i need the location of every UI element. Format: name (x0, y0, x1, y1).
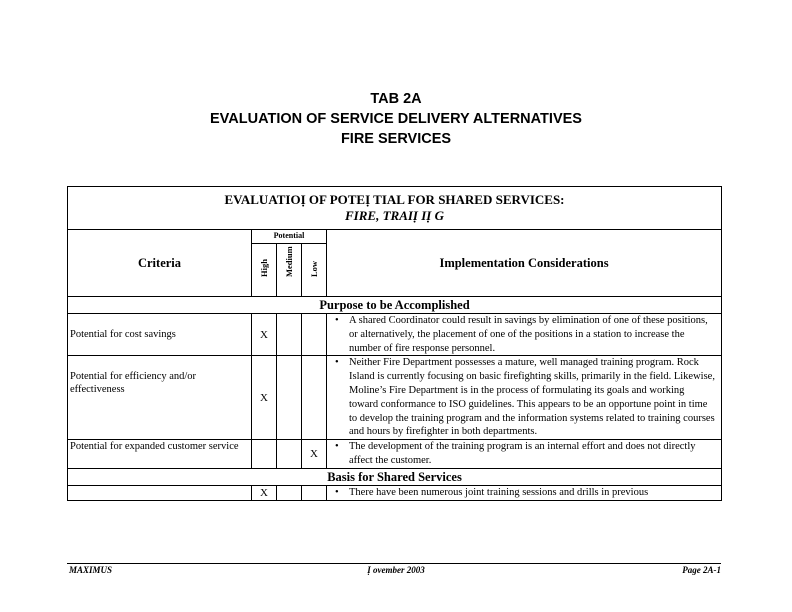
potential-low-label: Low (309, 260, 319, 277)
title-line-1: TAB 2A (370, 91, 422, 107)
high-mark: X (252, 314, 277, 356)
footer-center: Ị ovember 2003 (367, 565, 425, 575)
medium-mark (277, 440, 302, 469)
low-mark (302, 485, 327, 500)
high-mark: X (252, 485, 277, 500)
consideration-bullet: • The development of the training program is an internal effort and does not directly affect the customer. (349, 440, 715, 468)
low-mark: X (302, 440, 327, 469)
table-heading-line: EVALUATIOỊ OF POTEỊ TIAL FOR SHARED SERVICES: (224, 192, 565, 207)
criterion-cell: Potential for efficiency and/or effectiveness (68, 356, 252, 440)
table-row (68, 314, 722, 356)
criterion-cell: Potential for expanded customer service (68, 440, 252, 469)
potential-high-label: High (259, 259, 269, 277)
page-title (0, 89, 792, 149)
criteria-header: Criteria (68, 230, 252, 297)
potential-medium-label: Medium (284, 246, 294, 277)
potential-high-header (252, 244, 277, 297)
considerations-header: Implementation Considerations (327, 230, 722, 297)
footer-right: Page 2A-1 (682, 565, 721, 575)
consideration-bullet: • There have been numerous joint training sessions and drills in previous (349, 486, 715, 500)
section-purpose: Purpose to be Accomplished (68, 297, 722, 314)
criterion-cell (68, 485, 252, 500)
title-line-3: FIRE SERVICES (340, 131, 452, 147)
table-heading (68, 187, 722, 230)
high-mark: X (252, 356, 277, 440)
section-basis: Basis for Shared Services (68, 468, 722, 485)
consideration-cell (327, 356, 722, 440)
table-row (68, 440, 722, 469)
consideration-bullet: • Neither Fire Department possesses a mature, well managed training program. Rock Island is currently focusing on basic firefighting skills, primarily in the field. Likewise, Moline’s Fire Department is in the process of formulating its goals and working toward conformance to ISO guidelines. This appears to be an opportune point in time to develop the training program and the information systems related to training courses and hours by firefighter in both departments. (349, 356, 715, 439)
potential-header: Potential (252, 230, 327, 244)
table-subheading: FIRE, TRAIỊ IỊ G (345, 208, 444, 223)
consideration-cell (327, 485, 722, 500)
table-row (68, 485, 722, 500)
medium-mark (277, 485, 302, 500)
criterion-cell: Potential for cost savings (68, 314, 252, 356)
potential-medium-header (277, 244, 302, 297)
low-mark (302, 356, 327, 440)
high-mark (252, 440, 277, 469)
table-row (68, 356, 722, 440)
low-mark (302, 314, 327, 356)
consideration-cell (327, 314, 722, 356)
footer-divider (67, 563, 721, 564)
potential-low-header (302, 244, 327, 297)
medium-mark (277, 314, 302, 356)
footer-left: MAXIMUS (69, 565, 113, 575)
consideration-bullet: • A shared Coordinator could result in savings by elimination of one of these positions, or alternatively, the placement of one of the positions in a station to increase the number of fire response personnel. (349, 314, 715, 355)
title-line-2: EVALUATION OF SERVICE DELIVERY ALTERNATIVES (210, 111, 582, 127)
evaluation-table (67, 186, 722, 501)
consideration-cell (327, 440, 722, 469)
medium-mark (277, 356, 302, 440)
